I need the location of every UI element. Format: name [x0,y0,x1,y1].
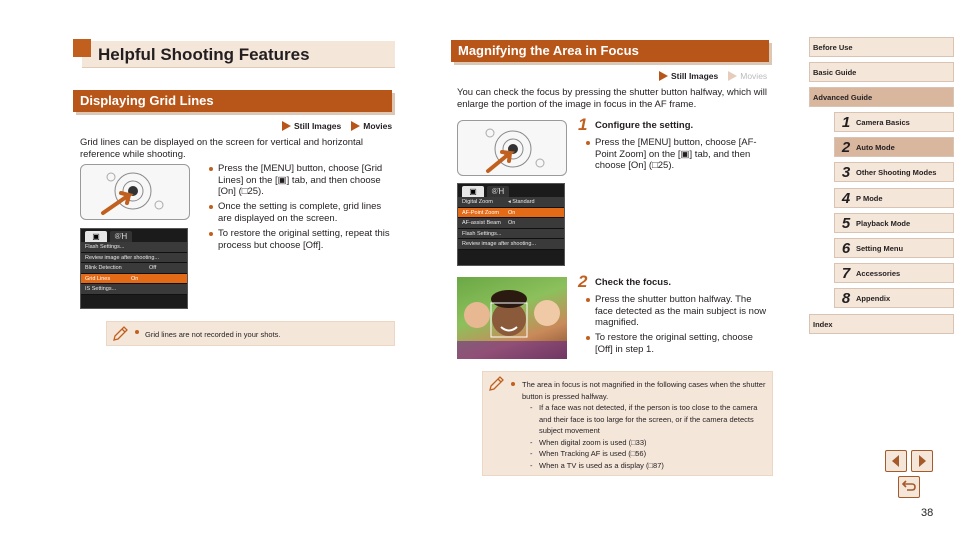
bullet-item: Press the [MENU] button, choose [AF-Point Zoom] on the [▣] tab, and then choose [On] (□25). [586,137,771,172]
next-page-button[interactable] [911,450,933,472]
nav-chapter-3[interactable]: 3 Other Shooting Modes [834,162,954,182]
nav-chapter-1[interactable]: 1 Camera Basics [834,112,954,132]
menu-row: Flash Settings... [81,242,187,253]
note-list-item: - If a face was not detected, if the person is too close to the camera and their face is too large for the screen, or if the camera detects subject movement [530,403,758,435]
step-title: Check the focus. [595,277,672,288]
nav-chapter-8[interactable]: 8 Appendix [834,288,954,308]
note-list-item: - When Tracking AF is used (□56) [530,449,647,458]
nav-chapter-4[interactable]: 4 P Mode [834,188,954,208]
grid-lines-menu-screen [80,228,188,309]
nav-basic-guide[interactable]: Basic Guide [809,62,954,82]
camera-dial-icon [81,165,190,220]
menu-row: Review image after shooting... [81,253,187,264]
still-images-icon [659,71,668,81]
nav-index[interactable]: Index [809,314,954,334]
menu-row: Blink Detection Off [81,263,187,274]
section-heading-magnify: Magnifying the Area in Focus [451,40,769,62]
camera-dial-icon [458,121,567,176]
face-detection-photo [457,277,567,359]
nav-chapter-5[interactable]: 5 Playback Mode [834,213,954,233]
mode-tags [282,121,392,131]
nav-before-use[interactable]: Before Use [809,37,954,57]
mode-tags [659,71,767,81]
menu-row-selected: AF-Point Zoom On [458,208,564,219]
still-images-icon [282,121,291,131]
note-list-item: - When a TV is used as a display (□87) [530,460,664,470]
note-list [530,402,770,471]
pencil-icon [111,325,129,343]
bullet-item: Press the shutter button halfway. The face detected as the main subject is now magnified. [586,294,771,329]
shooting-tab-icon: ▣ [462,186,484,197]
tag-movies: Movies [363,121,393,131]
nav-chapter-2[interactable]: 2 Auto Mode [834,137,954,157]
bullet-item: To restore the original setting, choose [Off] in step 1. [586,332,771,355]
tag-still-images: Still Images [671,71,719,81]
arrow-right-icon [912,451,932,471]
section-intro: You can check the focus by pressing the shutter button halfway, which will enlarge the portion of the image in focus in the AF frame. [457,87,767,110]
note-text: The area in focus is not magnified in the following cases when the shutter button is pressed halfway. [522,380,766,401]
return-icon [899,477,919,497]
step-number: 2 [578,272,588,291]
setup-tab-icon: ®Ἡ [110,231,132,242]
step-title: Configure the setting. [595,120,694,131]
return-button[interactable] [898,476,920,498]
shooting-tab-icon: ▣ [85,231,107,242]
arrow-left-icon [886,451,906,471]
movies-icon [728,71,737,81]
tag-movies: Movies [740,71,768,81]
setup-tab-icon: ®Ἡ [487,186,509,197]
note-text: Grid lines are not recorded in your shots. [145,330,281,339]
menu-row-selected: Grid Lines On [81,274,187,285]
nav-advanced-guide[interactable]: Advanced Guide [809,87,954,107]
section-intro: Grid lines can be displayed on the screen for vertical and horizontal reference while shooting. [80,137,364,160]
page-title-bar [82,41,395,68]
menu-row: AF-assist Beam On [458,218,564,229]
camera-illustration [80,164,190,220]
menu-row: Review image after shooting... [458,239,564,250]
note-box [106,321,395,346]
nav-chapter-7[interactable]: 7 Accessories [834,263,954,283]
nav-chapter-6[interactable]: 6 Setting Menu [834,238,954,258]
note-box [482,371,773,476]
previous-page-button[interactable] [885,450,907,472]
note-list-item: - When digital zoom is used (□33) [530,437,647,447]
bullet-item: Press the [MENU] button, choose [Grid Lines] on the [▣] tab, and then choose [On] (□25). [209,163,394,198]
bullet-item: To restore the original setting, repeat this process but choose [Off]. [209,228,394,251]
menu-row: Flash Settings... [458,229,564,240]
step-number: 1 [578,115,588,134]
menu-row: Digital Zoom ◂ Standard [458,197,564,208]
title-marker [73,39,91,57]
camera-illustration [457,120,567,176]
page-number: 38 [921,507,934,519]
section-heading-grid-lines: Displaying Grid Lines [73,90,392,112]
bullet-item: Once the setting is complete, grid lines are displayed on the screen. [209,201,394,224]
page-title: Helpful Shooting Features [98,45,310,64]
movies-icon [351,121,360,131]
menu-row: IS Settings... [81,284,187,295]
tag-still-images: Still Images [294,121,342,131]
pencil-icon [487,375,505,393]
af-point-zoom-menu-screen [457,183,565,266]
